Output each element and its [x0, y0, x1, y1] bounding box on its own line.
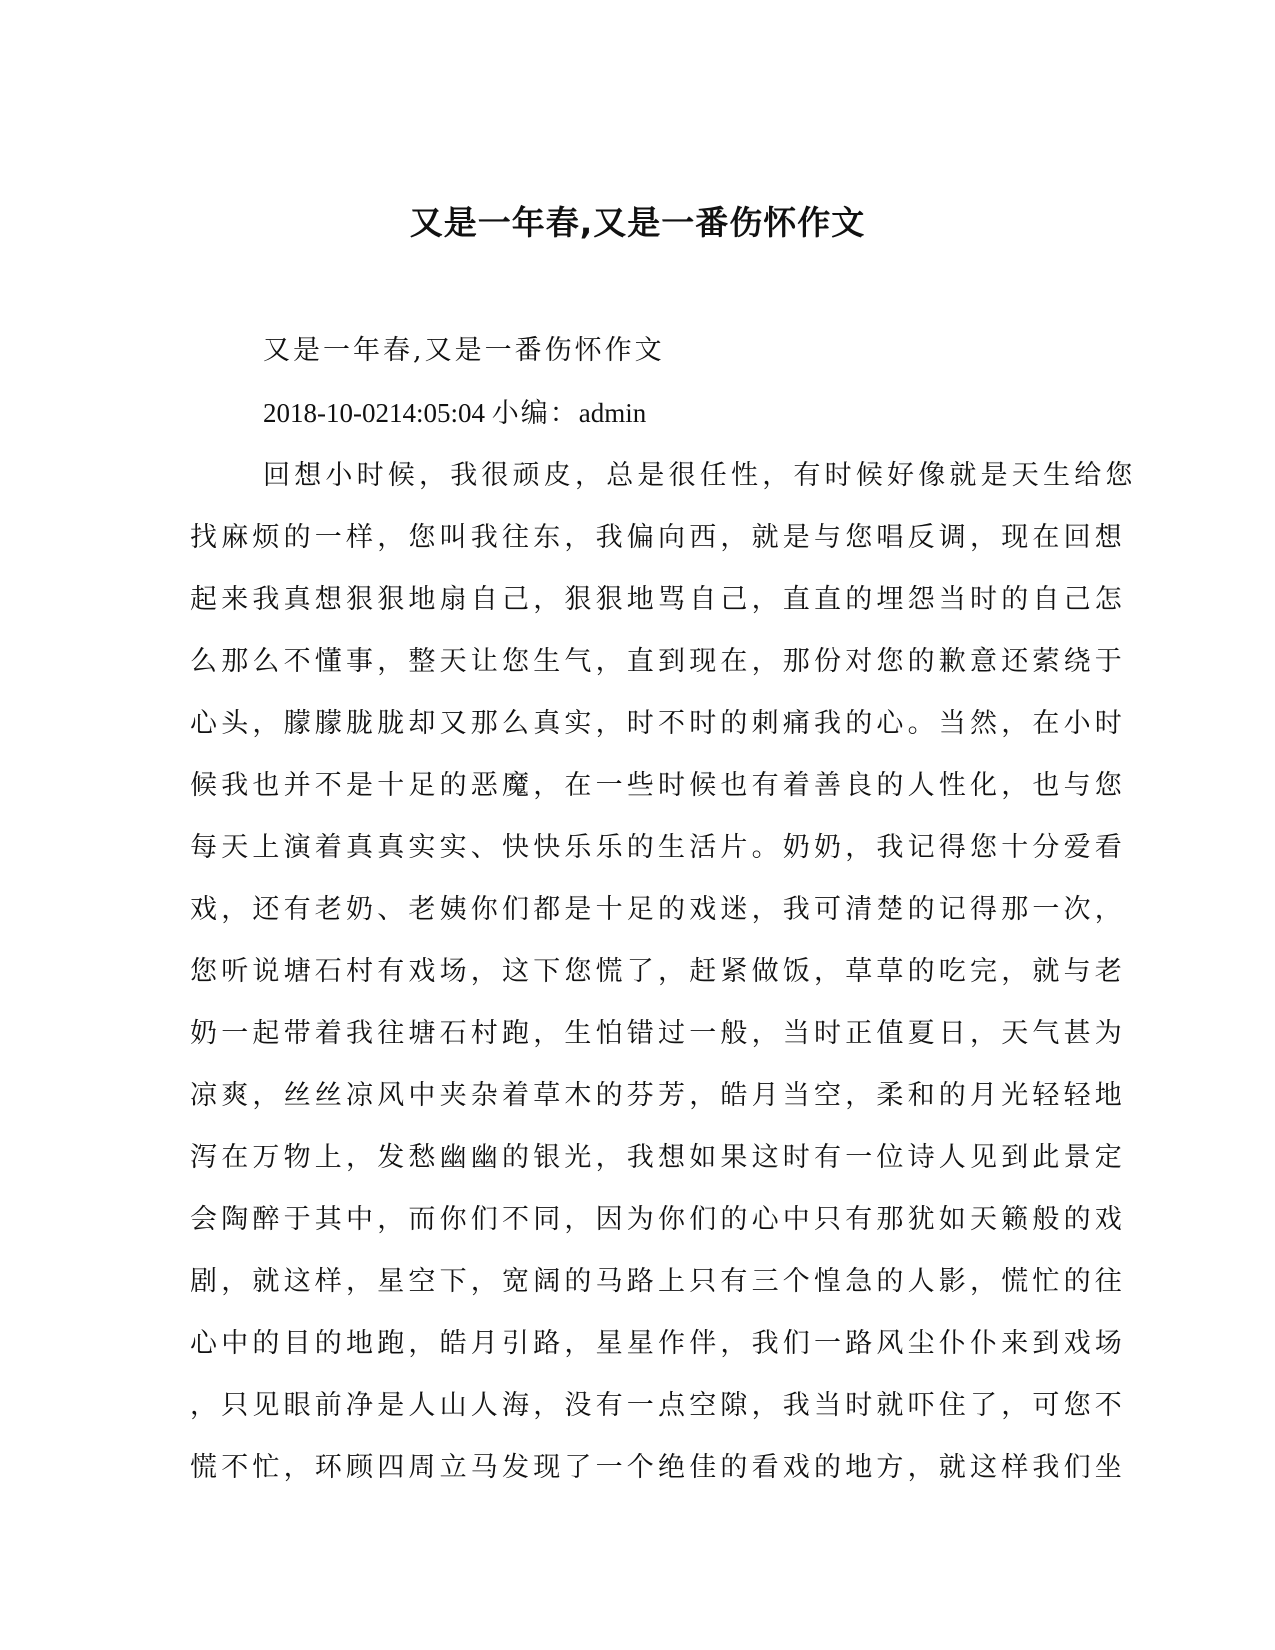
document-body — [190, 320, 1137, 1499]
paragraph-line: 凉爽，丝丝凉风中夹杂着草木的芬芳，皓月当空，柔和的月光轻轻地 — [190, 1080, 1126, 1111]
document-title: 又是一年春,又是一番伤怀作文 — [409, 203, 866, 242]
paragraph-line: 心头，朦朦胧胧却又那么真实，时不时的刺痛我的心。当然，在小时 — [190, 708, 1126, 739]
paragraph-line: 找麻烦的一样，您叫我往东，我偏向西，就是与您唱反调，现在回想 — [190, 522, 1126, 553]
author-label: 小编： — [491, 398, 579, 429]
article-datetime: 2018-10-0214:05:04 — [263, 398, 485, 428]
author-name: admin — [578, 398, 647, 428]
paragraph-line: 剧，就这样，星空下，宽阔的马路上只有三个惶急的人影，慌忙的往 — [190, 1266, 1126, 1297]
paragraph-line: 回想小时候，我很顽皮，总是很任性，有时候好像就是天生给您 — [263, 460, 1137, 491]
paragraph-line: ，只见眼前净是人山人海，没有一点空隙，我当时就吓住了，可您不 — [190, 1390, 1126, 1421]
paragraph-line: 您听说塘石村有戏场，这下您慌了，赶紧做饭，草草的吃完，就与老 — [190, 956, 1126, 987]
article-subtitle: 又是一年春,又是一番伤怀作文 — [263, 335, 665, 366]
paragraph-line: 每天上演着真真实实、快快乐乐的生活片。奶奶，我记得您十分爱看 — [190, 832, 1126, 863]
paragraph-line: 泻在万物上，发愁幽幽的银光，我想如果这时有一位诗人见到此景定 — [190, 1142, 1126, 1173]
paragraph-line: 慌不忙，环顾四周立马发现了一个绝佳的看戏的地方，就这样我们坐 — [190, 1452, 1126, 1483]
paragraph-line: 起来我真想狠狠地扇自己，狠狠地骂自己，直直的埋怨当时的自己怎 — [190, 584, 1126, 615]
paragraph-line: 戏，还有老奶、老姨你们都是十足的戏迷，我可清楚的记得那一次， — [190, 894, 1126, 925]
article-paragraph — [190, 445, 1137, 1499]
paragraph-line: 么那么不懂事，整天让您生气，直到现在，那份对您的歉意还萦绕于 — [190, 646, 1126, 677]
paragraph-line: 奶一起带着我往塘石村跑，生怕错过一般，当时正值夏日，天气甚为 — [190, 1018, 1126, 1049]
article-meta — [263, 382, 1070, 445]
paragraph-line: 会陶醉于其中，而你们不同，因为你们的心中只有那犹如天籁般的戏 — [190, 1204, 1126, 1235]
paragraph-line: 心中的目的地跑，皓月引路，星星作伴，我们一路风尘仆仆来到戏场 — [190, 1328, 1126, 1359]
paragraph-line: 候我也并不是十足的恶魔，在一些时候也有着善良的人性化，也与您 — [190, 770, 1126, 801]
